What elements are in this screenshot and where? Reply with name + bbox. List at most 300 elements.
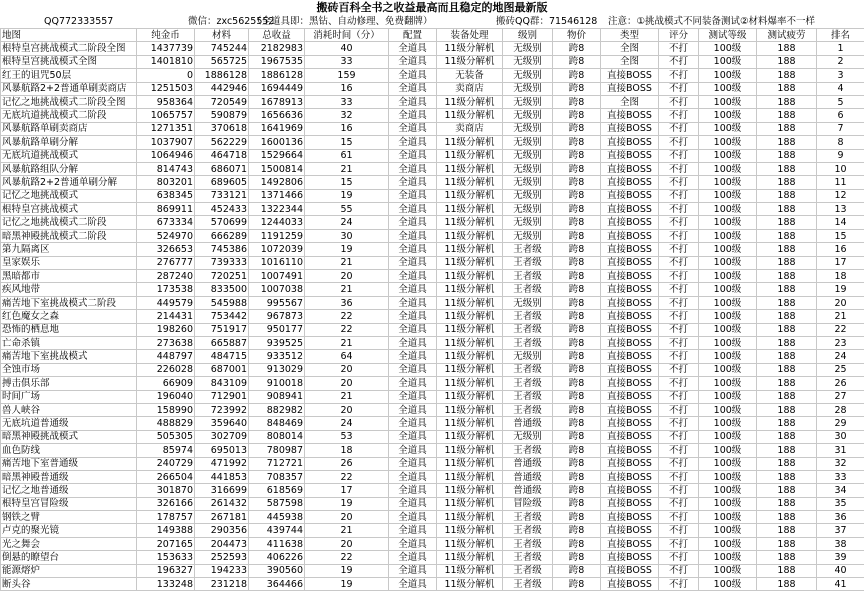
table-cell[interactable]: 3 bbox=[817, 69, 864, 82]
table-cell[interactable]: 100级 bbox=[699, 243, 757, 256]
table-cell[interactable]: 11级分解机 bbox=[437, 323, 503, 336]
table-cell[interactable]: 188 bbox=[757, 216, 817, 229]
table-cell[interactable]: 全道具 bbox=[389, 55, 437, 68]
table-cell[interactable]: 直接BOSS bbox=[601, 189, 659, 202]
table-cell[interactable]: 26 bbox=[305, 457, 389, 470]
table-cell[interactable]: 19 bbox=[305, 243, 389, 256]
table-cell[interactable]: 跨8 bbox=[553, 82, 601, 95]
table-cell[interactable]: 不打 bbox=[659, 216, 699, 229]
table-cell[interactable]: 100级 bbox=[699, 136, 757, 149]
table-cell[interactable]: 直接BOSS bbox=[601, 551, 659, 564]
table-cell[interactable]: 不打 bbox=[659, 390, 699, 403]
table-cell[interactable]: 370618 bbox=[195, 122, 249, 135]
table-cell[interactable]: 全道具 bbox=[389, 189, 437, 202]
table-cell[interactable]: 100级 bbox=[699, 377, 757, 390]
table-cell[interactable]: 直接BOSS bbox=[601, 283, 659, 296]
table-cell[interactable]: 406226 bbox=[249, 551, 305, 564]
table-cell[interactable]: 无级别 bbox=[503, 95, 553, 108]
table-cell[interactable]: 808014 bbox=[249, 430, 305, 443]
table-cell[interactable]: 全道具 bbox=[389, 430, 437, 443]
table-cell[interactable]: 723992 bbox=[195, 403, 249, 416]
table-cell[interactable]: 全道具 bbox=[389, 470, 437, 483]
table-cell[interactable]: 根特皇宫挑战模式 bbox=[1, 203, 137, 216]
table-cell[interactable]: 100级 bbox=[699, 283, 757, 296]
table-cell[interactable]: 100级 bbox=[699, 109, 757, 122]
table-cell[interactable]: 无级别 bbox=[503, 136, 553, 149]
table-cell[interactable]: 跨8 bbox=[553, 243, 601, 256]
table-cell[interactable]: 全道具 bbox=[389, 444, 437, 457]
table-cell[interactable]: 188 bbox=[757, 176, 817, 189]
table-cell[interactable]: 跨8 bbox=[553, 377, 601, 390]
table-cell[interactable]: 100级 bbox=[699, 95, 757, 108]
table-cell[interactable]: 39 bbox=[817, 551, 864, 564]
table-cell[interactable]: 全道具 bbox=[389, 564, 437, 577]
table-cell[interactable]: 204473 bbox=[195, 537, 249, 550]
table-cell[interactable]: 1886128 bbox=[249, 69, 305, 82]
table-cell[interactable]: 587598 bbox=[249, 497, 305, 510]
table-cell[interactable]: 不打 bbox=[659, 69, 699, 82]
table-cell[interactable]: 跨8 bbox=[553, 470, 601, 483]
table-cell[interactable]: 直接BOSS bbox=[601, 69, 659, 82]
table-cell[interactable]: 11级分解机 bbox=[437, 176, 503, 189]
table-cell[interactable]: 1678913 bbox=[249, 95, 305, 108]
table-cell[interactable]: 全道具 bbox=[389, 511, 437, 524]
table-cell[interactable]: 跨8 bbox=[553, 176, 601, 189]
table-cell[interactable]: 733121 bbox=[195, 189, 249, 202]
table-cell[interactable]: 21 bbox=[305, 256, 389, 269]
table-cell[interactable]: 1967535 bbox=[249, 55, 305, 68]
table-cell[interactable]: 133248 bbox=[137, 578, 195, 591]
table-cell[interactable]: 不打 bbox=[659, 417, 699, 430]
table-cell[interactable]: 能源熔炉 bbox=[1, 564, 137, 577]
table-cell[interactable]: 1007038 bbox=[249, 283, 305, 296]
table-cell[interactable]: 直接BOSS bbox=[601, 229, 659, 242]
table-cell[interactable]: 王者级 bbox=[503, 323, 553, 336]
table-cell[interactable]: 11级分解机 bbox=[437, 511, 503, 524]
table-cell[interactable]: 跨8 bbox=[553, 149, 601, 162]
table-cell[interactable]: 188 bbox=[757, 256, 817, 269]
table-cell[interactable]: 153633 bbox=[137, 551, 195, 564]
table-cell[interactable]: 359640 bbox=[195, 417, 249, 430]
table-cell[interactable]: 跨8 bbox=[553, 42, 601, 55]
table-cell[interactable]: 不打 bbox=[659, 564, 699, 577]
table-cell[interactable]: 不打 bbox=[659, 296, 699, 309]
table-cell[interactable]: 普通级 bbox=[503, 484, 553, 497]
table-cell[interactable]: 全道具 bbox=[389, 243, 437, 256]
column-header[interactable]: 物价 bbox=[553, 29, 601, 42]
table-cell[interactable]: 13 bbox=[817, 203, 864, 216]
table-cell[interactable]: 王者级 bbox=[503, 524, 553, 537]
table-cell[interactable]: 745244 bbox=[195, 42, 249, 55]
table-cell[interactable]: 11级分解机 bbox=[437, 470, 503, 483]
table-cell[interactable]: 207165 bbox=[137, 537, 195, 550]
table-cell[interactable]: 无级别 bbox=[503, 350, 553, 363]
table-cell[interactable]: 739333 bbox=[195, 256, 249, 269]
table-cell[interactable]: 直接BOSS bbox=[601, 323, 659, 336]
table-cell[interactable]: 188 bbox=[757, 444, 817, 457]
table-cell[interactable]: 11级分解机 bbox=[437, 283, 503, 296]
table-cell[interactable]: 1322344 bbox=[249, 203, 305, 216]
table-cell[interactable]: 814743 bbox=[137, 162, 195, 175]
table-cell[interactable]: 无级别 bbox=[503, 430, 553, 443]
table-cell[interactable]: 跨8 bbox=[553, 162, 601, 175]
table-cell[interactable]: 无级别 bbox=[503, 42, 553, 55]
column-header[interactable]: 材料 bbox=[195, 29, 249, 42]
table-cell[interactable]: 570699 bbox=[195, 216, 249, 229]
table-cell[interactable]: 王者级 bbox=[503, 537, 553, 550]
table-cell[interactable]: 1072039 bbox=[249, 243, 305, 256]
table-cell[interactable]: 冒险级 bbox=[503, 497, 553, 510]
table-cell[interactable]: 1251503 bbox=[137, 82, 195, 95]
table-cell[interactable]: 不打 bbox=[659, 136, 699, 149]
table-cell[interactable]: 100级 bbox=[699, 578, 757, 591]
table-cell[interactable]: 跨8 bbox=[553, 189, 601, 202]
table-cell[interactable]: 无级别 bbox=[503, 82, 553, 95]
table-cell[interactable]: 不打 bbox=[659, 537, 699, 550]
table-cell[interactable]: 风暴航路单刷卖商店 bbox=[1, 122, 137, 135]
table-cell[interactable]: 11级分解机 bbox=[437, 270, 503, 283]
table-cell[interactable]: 1244033 bbox=[249, 216, 305, 229]
table-cell[interactable]: 跨8 bbox=[553, 497, 601, 510]
table-cell[interactable]: 直接BOSS bbox=[601, 417, 659, 430]
table-cell[interactable]: 跨8 bbox=[553, 216, 601, 229]
table-cell[interactable]: 276777 bbox=[137, 256, 195, 269]
table-cell[interactable]: 188 bbox=[757, 511, 817, 524]
table-cell[interactable]: 188 bbox=[757, 350, 817, 363]
table-cell[interactable]: 直接BOSS bbox=[601, 149, 659, 162]
table-cell[interactable]: 11级分解机 bbox=[437, 564, 503, 577]
table-cell[interactable]: 全道具 bbox=[389, 551, 437, 564]
table-cell[interactable]: 196040 bbox=[137, 390, 195, 403]
table-cell[interactable]: 10 bbox=[817, 162, 864, 175]
table-cell[interactable]: 803201 bbox=[137, 176, 195, 189]
table-cell[interactable]: 19 bbox=[305, 564, 389, 577]
table-cell[interactable]: 11级分解机 bbox=[437, 578, 503, 591]
table-cell[interactable]: 全道具 bbox=[389, 350, 437, 363]
table-cell[interactable]: 不打 bbox=[659, 484, 699, 497]
table-cell[interactable]: 12 bbox=[817, 189, 864, 202]
table-cell[interactable]: 5 bbox=[817, 95, 864, 108]
table-cell[interactable]: 血色防线 bbox=[1, 444, 137, 457]
table-cell[interactable]: 666289 bbox=[195, 229, 249, 242]
table-cell[interactable]: 无底坑道挑战模式二阶段 bbox=[1, 109, 137, 122]
column-header[interactable]: 配置 bbox=[389, 29, 437, 42]
table-cell[interactable]: 441853 bbox=[195, 470, 249, 483]
table-cell[interactable]: 11级分解机 bbox=[437, 149, 503, 162]
table-cell[interactable]: 290356 bbox=[195, 524, 249, 537]
table-cell[interactable]: 565725 bbox=[195, 55, 249, 68]
table-cell[interactable]: 全道具 bbox=[389, 390, 437, 403]
table-cell[interactable]: 21 bbox=[305, 336, 389, 349]
column-header[interactable]: 地图 bbox=[1, 29, 137, 42]
table-cell[interactable]: 全道具 bbox=[389, 95, 437, 108]
table-cell[interactable]: 风暴航路组队分解 bbox=[1, 162, 137, 175]
table-cell[interactable]: 全道具 bbox=[389, 149, 437, 162]
table-cell[interactable]: 无底坑道挑战模式 bbox=[1, 149, 137, 162]
table-cell[interactable]: 188 bbox=[757, 69, 817, 82]
table-cell[interactable]: 22 bbox=[305, 310, 389, 323]
table-cell[interactable]: 252593 bbox=[195, 551, 249, 564]
table-cell[interactable]: 全道具 bbox=[389, 69, 437, 82]
table-cell[interactable]: 跨8 bbox=[553, 95, 601, 108]
table-cell[interactable]: 不打 bbox=[659, 403, 699, 416]
table-cell[interactable]: 无级别 bbox=[503, 189, 553, 202]
table-cell[interactable]: 11级分解机 bbox=[437, 403, 503, 416]
table-cell[interactable]: 直接BOSS bbox=[601, 363, 659, 376]
table-cell[interactable]: 464718 bbox=[195, 149, 249, 162]
table-cell[interactable]: 188 bbox=[757, 42, 817, 55]
column-header[interactable]: 排名 bbox=[817, 29, 864, 42]
table-cell[interactable]: 不打 bbox=[659, 122, 699, 135]
table-cell[interactable]: 不打 bbox=[659, 497, 699, 510]
table-cell[interactable]: 暗黑神殿挑战模式二阶段 bbox=[1, 229, 137, 242]
table-cell[interactable]: 普通级 bbox=[503, 417, 553, 430]
table-cell[interactable]: 188 bbox=[757, 470, 817, 483]
table-cell[interactable]: 20 bbox=[305, 270, 389, 283]
table-cell[interactable]: 100级 bbox=[699, 511, 757, 524]
table-cell[interactable]: 1037907 bbox=[137, 136, 195, 149]
table-cell[interactable]: 100级 bbox=[699, 296, 757, 309]
table-cell[interactable]: 712721 bbox=[249, 457, 305, 470]
table-cell[interactable]: 100级 bbox=[699, 350, 757, 363]
table-cell[interactable]: 不打 bbox=[659, 176, 699, 189]
table-cell[interactable]: 直接BOSS bbox=[601, 497, 659, 510]
table-cell[interactable]: 188 bbox=[757, 55, 817, 68]
table-cell[interactable]: 不打 bbox=[659, 511, 699, 524]
table-cell[interactable]: 不打 bbox=[659, 430, 699, 443]
table-cell[interactable]: 跨8 bbox=[553, 136, 601, 149]
table-cell[interactable]: 188 bbox=[757, 578, 817, 591]
table-cell[interactable]: 全图 bbox=[601, 42, 659, 55]
table-cell[interactable]: 100级 bbox=[699, 82, 757, 95]
table-cell[interactable]: 直接BOSS bbox=[601, 444, 659, 457]
table-cell[interactable]: 939525 bbox=[249, 336, 305, 349]
table-cell[interactable]: 665887 bbox=[195, 336, 249, 349]
table-cell[interactable]: 188 bbox=[757, 149, 817, 162]
table-cell[interactable]: 全道具 bbox=[389, 122, 437, 135]
table-cell[interactable]: 188 bbox=[757, 551, 817, 564]
table-cell[interactable]: 411638 bbox=[249, 537, 305, 550]
table-cell[interactable]: 17 bbox=[305, 484, 389, 497]
table-cell[interactable]: 第九隔离区 bbox=[1, 243, 137, 256]
table-cell[interactable]: 505305 bbox=[137, 430, 195, 443]
table-cell[interactable]: 100级 bbox=[699, 564, 757, 577]
table-cell[interactable]: 不打 bbox=[659, 270, 699, 283]
column-header[interactable]: 评分 bbox=[659, 29, 699, 42]
table-cell[interactable]: 188 bbox=[757, 377, 817, 390]
table-cell[interactable]: 无底坑道普通级 bbox=[1, 417, 137, 430]
table-cell[interactable]: 720251 bbox=[195, 270, 249, 283]
table-cell[interactable]: 100级 bbox=[699, 203, 757, 216]
table-cell[interactable]: 910018 bbox=[249, 377, 305, 390]
table-cell[interactable]: 22 bbox=[305, 323, 389, 336]
table-cell[interactable]: 全道具 bbox=[389, 256, 437, 269]
table-cell[interactable]: 261432 bbox=[195, 497, 249, 510]
table-cell[interactable]: 红王的诅咒50层 bbox=[1, 69, 137, 82]
table-cell[interactable]: 30 bbox=[305, 229, 389, 242]
table-cell[interactable]: 1401810 bbox=[137, 55, 195, 68]
table-cell[interactable]: 王者级 bbox=[503, 551, 553, 564]
table-cell[interactable]: 32 bbox=[305, 109, 389, 122]
table-cell[interactable]: 1886128 bbox=[195, 69, 249, 82]
table-cell[interactable]: 直接BOSS bbox=[601, 511, 659, 524]
table-cell[interactable]: 11级分解机 bbox=[437, 377, 503, 390]
table-cell[interactable]: 直接BOSS bbox=[601, 484, 659, 497]
table-cell[interactable]: 不打 bbox=[659, 470, 699, 483]
table-cell[interactable]: 不打 bbox=[659, 310, 699, 323]
table-cell[interactable]: 712901 bbox=[195, 390, 249, 403]
table-cell[interactable]: 不打 bbox=[659, 162, 699, 175]
table-cell[interactable]: 无级别 bbox=[503, 122, 553, 135]
table-cell[interactable]: 直接BOSS bbox=[601, 390, 659, 403]
table-cell[interactable]: 不打 bbox=[659, 363, 699, 376]
table-cell[interactable]: 100级 bbox=[699, 363, 757, 376]
table-cell[interactable]: 1641969 bbox=[249, 122, 305, 135]
table-cell[interactable]: 17 bbox=[817, 256, 864, 269]
table-cell[interactable]: 王者级 bbox=[503, 444, 553, 457]
table-cell[interactable]: 无级别 bbox=[503, 176, 553, 189]
column-header[interactable]: 装备处理 bbox=[437, 29, 503, 42]
table-cell[interactable]: 188 bbox=[757, 82, 817, 95]
table-cell[interactable]: 1191259 bbox=[249, 229, 305, 242]
table-cell[interactable]: 266504 bbox=[137, 470, 195, 483]
table-cell[interactable]: 22 bbox=[305, 470, 389, 483]
table-cell[interactable]: 钢铁之臂 bbox=[1, 511, 137, 524]
table-cell[interactable]: 跨8 bbox=[553, 283, 601, 296]
table-cell[interactable]: 不打 bbox=[659, 444, 699, 457]
table-cell[interactable]: 跨8 bbox=[553, 484, 601, 497]
table-cell[interactable]: 11级分解机 bbox=[437, 363, 503, 376]
table-cell[interactable]: 风暴航路2+2普通单刷分解 bbox=[1, 176, 137, 189]
table-cell[interactable]: 1064946 bbox=[137, 149, 195, 162]
table-cell[interactable]: 31 bbox=[817, 444, 864, 457]
table-cell[interactable]: 55 bbox=[305, 203, 389, 216]
table-cell[interactable]: 痛苦地下室挑战模式二阶段 bbox=[1, 296, 137, 309]
table-cell[interactable]: 11级分解机 bbox=[437, 390, 503, 403]
table-cell[interactable]: 66909 bbox=[137, 377, 195, 390]
table-cell[interactable]: 全道具 bbox=[389, 417, 437, 430]
table-cell[interactable]: 100级 bbox=[699, 470, 757, 483]
table-cell[interactable]: 跨8 bbox=[553, 109, 601, 122]
table-cell[interactable]: 疾风地带 bbox=[1, 283, 137, 296]
table-cell[interactable]: 11级分解机 bbox=[437, 350, 503, 363]
table-cell[interactable]: 直接BOSS bbox=[601, 243, 659, 256]
table-cell[interactable]: 25 bbox=[817, 363, 864, 376]
table-cell[interactable]: 488829 bbox=[137, 417, 195, 430]
table-cell[interactable]: 全蚀市场 bbox=[1, 363, 137, 376]
table-cell[interactable]: 跨8 bbox=[553, 270, 601, 283]
table-cell[interactable]: 40 bbox=[305, 42, 389, 55]
table-cell[interactable]: 无装备 bbox=[437, 69, 503, 82]
table-cell[interactable]: 16 bbox=[817, 243, 864, 256]
table-cell[interactable]: 直接BOSS bbox=[601, 336, 659, 349]
table-cell[interactable]: 9 bbox=[817, 149, 864, 162]
table-cell[interactable]: 30 bbox=[817, 430, 864, 443]
table-cell[interactable]: 跨8 bbox=[553, 203, 601, 216]
table-cell[interactable]: 638345 bbox=[137, 189, 195, 202]
table-cell[interactable]: 断头谷 bbox=[1, 578, 137, 591]
table-cell[interactable]: 20 bbox=[305, 511, 389, 524]
table-cell[interactable]: 无级别 bbox=[503, 55, 553, 68]
table-cell[interactable]: 全道具 bbox=[389, 524, 437, 537]
table-cell[interactable]: 33 bbox=[305, 95, 389, 108]
table-cell[interactable]: 100级 bbox=[699, 323, 757, 336]
table-cell[interactable]: 159 bbox=[305, 69, 389, 82]
table-cell[interactable]: 100级 bbox=[699, 551, 757, 564]
table-cell[interactable]: 1529664 bbox=[249, 149, 305, 162]
table-cell[interactable]: 11级分解机 bbox=[437, 162, 503, 175]
table-cell[interactable]: 687001 bbox=[195, 363, 249, 376]
table-cell[interactable]: 545988 bbox=[195, 296, 249, 309]
table-cell[interactable]: 100级 bbox=[699, 216, 757, 229]
table-cell[interactable]: 全道具 bbox=[389, 484, 437, 497]
table-cell[interactable]: 不打 bbox=[659, 457, 699, 470]
table-cell[interactable]: 兽人峡谷 bbox=[1, 403, 137, 416]
table-cell[interactable]: 0 bbox=[137, 69, 195, 82]
table-cell[interactable]: 19 bbox=[305, 189, 389, 202]
table-cell[interactable]: 无级别 bbox=[503, 149, 553, 162]
table-cell[interactable]: 11级分解机 bbox=[437, 243, 503, 256]
table-cell[interactable]: 全道具 bbox=[389, 283, 437, 296]
table-cell[interactable]: 848469 bbox=[249, 417, 305, 430]
table-cell[interactable]: 188 bbox=[757, 189, 817, 202]
table-cell[interactable]: 29 bbox=[817, 417, 864, 430]
table-cell[interactable]: 100级 bbox=[699, 403, 757, 416]
table-cell[interactable]: 1600136 bbox=[249, 136, 305, 149]
table-cell[interactable]: 439744 bbox=[249, 524, 305, 537]
table-cell[interactable]: 4 bbox=[817, 82, 864, 95]
table-cell[interactable]: 967873 bbox=[249, 310, 305, 323]
table-cell[interactable]: 无级别 bbox=[503, 296, 553, 309]
table-cell[interactable]: 590879 bbox=[195, 109, 249, 122]
table-cell[interactable]: 780987 bbox=[249, 444, 305, 457]
table-cell[interactable]: 11级分解机 bbox=[437, 417, 503, 430]
table-cell[interactable]: 1500814 bbox=[249, 162, 305, 175]
table-cell[interactable]: 188 bbox=[757, 310, 817, 323]
table-cell[interactable]: 风暴航路单刷分解 bbox=[1, 136, 137, 149]
table-cell[interactable]: 100级 bbox=[699, 162, 757, 175]
table-cell[interactable]: 720549 bbox=[195, 95, 249, 108]
table-cell[interactable]: 100级 bbox=[699, 256, 757, 269]
table-cell[interactable]: 100级 bbox=[699, 430, 757, 443]
table-cell[interactable]: 恐怖的栖息地 bbox=[1, 323, 137, 336]
table-cell[interactable]: 188 bbox=[757, 497, 817, 510]
table-cell[interactable]: 449579 bbox=[137, 296, 195, 309]
table-cell[interactable]: 王者级 bbox=[503, 256, 553, 269]
table-cell[interactable]: 100级 bbox=[699, 122, 757, 135]
column-header[interactable]: 级别 bbox=[503, 29, 553, 42]
table-cell[interactable]: 188 bbox=[757, 162, 817, 175]
table-cell[interactable]: 全道具 bbox=[389, 176, 437, 189]
table-cell[interactable]: 24 bbox=[305, 216, 389, 229]
table-cell[interactable]: 24 bbox=[305, 417, 389, 430]
table-cell[interactable]: 34 bbox=[817, 484, 864, 497]
table-cell[interactable]: 1492806 bbox=[249, 176, 305, 189]
table-cell[interactable]: 全道具 bbox=[389, 497, 437, 510]
table-cell[interactable]: 37 bbox=[817, 524, 864, 537]
table-cell[interactable]: 188 bbox=[757, 430, 817, 443]
table-cell[interactable]: 直接BOSS bbox=[601, 310, 659, 323]
table-cell[interactable]: 188 bbox=[757, 95, 817, 108]
table-cell[interactable]: 20 bbox=[817, 296, 864, 309]
table-cell[interactable]: 178757 bbox=[137, 511, 195, 524]
table-cell[interactable]: 王者级 bbox=[503, 377, 553, 390]
table-cell[interactable]: 王者级 bbox=[503, 390, 553, 403]
table-cell[interactable]: 根特皇宫挑战模式全图 bbox=[1, 55, 137, 68]
table-cell[interactable]: 21 bbox=[305, 162, 389, 175]
table-cell[interactable]: 100级 bbox=[699, 457, 757, 470]
table-cell[interactable]: 149388 bbox=[137, 524, 195, 537]
